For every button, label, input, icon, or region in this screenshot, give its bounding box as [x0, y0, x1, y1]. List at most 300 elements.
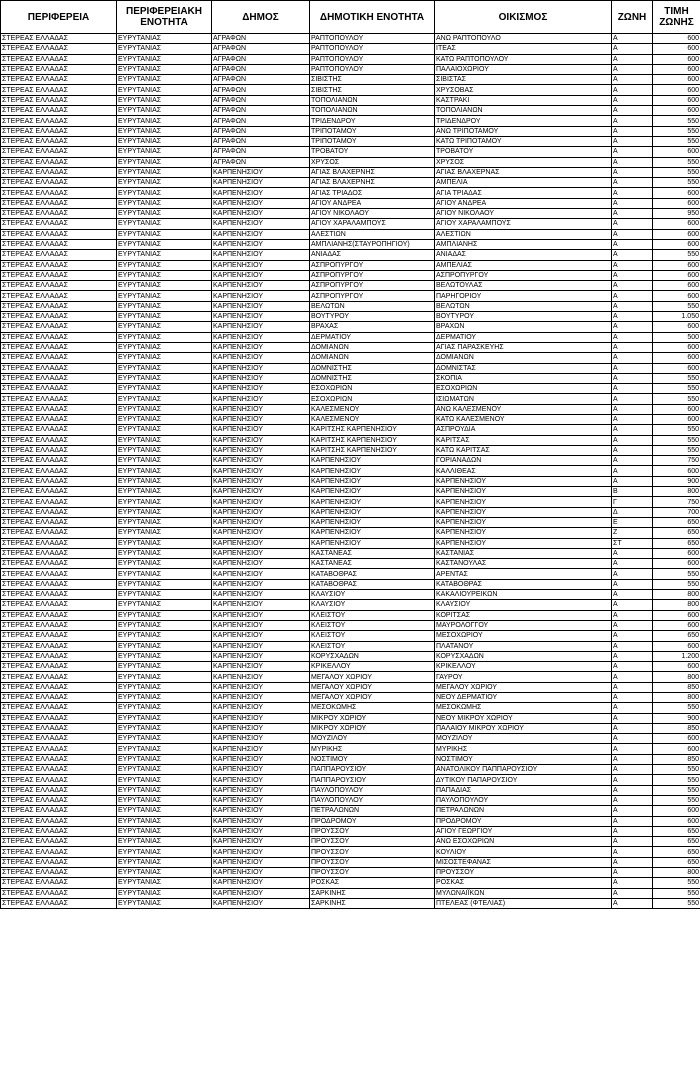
cell-municipality: ΚΑΡΠΕΝΗΣΙΟΥ — [212, 528, 310, 538]
cell-municipality: ΚΑΡΠΕΝΗΣΙΟΥ — [212, 579, 310, 589]
cell-zone-price: 800 — [653, 672, 700, 682]
cell-settlement: ΑΜΠΕΛΙΑ — [435, 178, 612, 188]
cell-regional-unit: ΕΥΡΥΤΑΝΙΑΣ — [117, 353, 212, 363]
table-row — [1, 538, 700, 548]
cell-regional-unit: ΕΥΡΥΤΑΝΙΑΣ — [117, 229, 212, 239]
cell-municipal-unit: ΚΑΡΙΤΣΗΣ ΚΑΡΠΕΝΗΣΙΟΥ — [310, 445, 435, 455]
table-row — [1, 672, 700, 682]
header-row — [1, 1, 700, 34]
cell-zone-price: 600 — [653, 198, 700, 208]
cell-settlement: ΚΑΡΠΕΝΗΣΙΟΥ — [435, 528, 612, 538]
cell-settlement: ΙΤΕΑΣ — [435, 44, 612, 54]
cell-municipality: ΚΑΡΠΕΝΗΣΙΟΥ — [212, 610, 310, 620]
cell-regional-unit: ΕΥΡΥΤΑΝΙΑΣ — [117, 435, 212, 445]
cell-municipal-unit: ΚΑΡΠΕΝΗΣΙΟΥ — [310, 517, 435, 527]
cell-settlement: ΑΓΙΟΥ ΧΑΡΑΛΑΜΠΟΥΣ — [435, 219, 612, 229]
cell-municipality: ΑΓΡΑΦΩΝ — [212, 75, 310, 85]
cell-regional-unit: ΕΥΡΥΤΑΝΙΑΣ — [117, 590, 212, 600]
cell-zone: Α — [612, 394, 653, 404]
cell-zone: Α — [612, 384, 653, 394]
cell-regional-unit: ΕΥΡΥΤΑΝΙΑΣ — [117, 723, 212, 733]
cell-zone-price: 500 — [653, 332, 700, 342]
cell-region: ΣΤΕΡΕΑΣ ΕΛΛΑΔΑΣ — [1, 404, 117, 414]
cell-settlement: ΚΑΚΑΛΙΟΥΡΕΙΚΩΝ — [435, 590, 612, 600]
cell-municipal-unit: ΝΟΣΤΙΜΟΥ — [310, 754, 435, 764]
table-row — [1, 167, 700, 177]
cell-zone: Α — [612, 713, 653, 723]
cell-settlement: ΒΕΛΩΤΟΥΛΑΣ — [435, 281, 612, 291]
cell-zone-price: 600 — [653, 620, 700, 630]
cell-zone-price: 600 — [653, 85, 700, 95]
cell-regional-unit: ΕΥΡΥΤΑΝΙΑΣ — [117, 44, 212, 54]
cell-municipality: ΚΑΡΠΕΝΗΣΙΟΥ — [212, 713, 310, 723]
cell-municipal-unit: ΤΡΟΒΑΤΟΥ — [310, 147, 435, 157]
cell-region: ΣΤΕΡΕΑΣ ΕΛΛΑΔΑΣ — [1, 188, 117, 198]
cell-settlement: ΔΥΤΙΚΟΥ ΠΑΠΑΡΟΥΣΙΟΥ — [435, 775, 612, 785]
cell-region: ΣΤΕΡΕΑΣ ΕΛΛΑΔΑΣ — [1, 291, 117, 301]
cell-region: ΣΤΕΡΕΑΣ ΕΛΛΑΔΑΣ — [1, 517, 117, 527]
cell-zone-price: 750 — [653, 497, 700, 507]
cell-municipal-unit: ΣΑΡΚΙΝΗΣ — [310, 898, 435, 908]
cell-settlement: ΣΚΟΠΙΑ — [435, 373, 612, 383]
cell-settlement: ΑΓΙΑ ΤΡΙΑΔΑΣ — [435, 188, 612, 198]
cell-zone-price: 550 — [653, 888, 700, 898]
cell-region: ΣΤΕΡΕΑΣ ΕΛΛΑΔΑΣ — [1, 147, 117, 157]
cell-zone: Α — [612, 631, 653, 641]
cell-regional-unit: ΕΥΡΥΤΑΝΙΑΣ — [117, 198, 212, 208]
cell-region: ΣΤΕΡΕΑΣ ΕΛΛΑΔΑΣ — [1, 744, 117, 754]
cell-municipal-unit: ΑΓΙΑΣ ΤΡΙΑΔΟΣ — [310, 188, 435, 198]
table-row — [1, 136, 700, 146]
cell-region: ΣΤΕΡΕΑΣ ΕΛΛΑΔΑΣ — [1, 734, 117, 744]
cell-zone: Α — [612, 466, 653, 476]
cell-municipal-unit: ΚΑΛΕΣΜΕΝΟΥ — [310, 414, 435, 424]
table-row — [1, 312, 700, 322]
cell-zone-price: 550 — [653, 795, 700, 805]
cell-settlement: ΚΛΑΥΣΙΟΥ — [435, 600, 612, 610]
cell-settlement: ΤΟΠΟΛΙΑΝΩΝ — [435, 106, 612, 116]
cell-settlement: ΚΑΤΩ ΚΑΡΙΤΣΑΣ — [435, 445, 612, 455]
cell-regional-unit: ΕΥΡΥΤΑΝΙΑΣ — [117, 384, 212, 394]
cell-settlement: ΚΟΥΛΙΟΥ — [435, 847, 612, 857]
cell-zone-price: 550 — [653, 394, 700, 404]
cell-zone-price: 850 — [653, 754, 700, 764]
cell-municipal-unit: ΡΟΣΚΑΣ — [310, 878, 435, 888]
cell-zone: Α — [612, 229, 653, 239]
cell-municipality: ΚΑΡΠΕΝΗΣΙΟΥ — [212, 847, 310, 857]
table-row — [1, 353, 700, 363]
cell-settlement: ΚΑΤΑΒΟΘΡΑΣ — [435, 579, 612, 589]
cell-regional-unit: ΕΥΡΥΤΑΝΙΑΣ — [117, 291, 212, 301]
table-row — [1, 528, 700, 538]
cell-zone-price: 550 — [653, 878, 700, 888]
table-row — [1, 404, 700, 414]
cell-zone: Α — [612, 44, 653, 54]
cell-zone: Α — [612, 806, 653, 816]
cell-municipality: ΚΑΡΠΕΝΗΣΙΟΥ — [212, 435, 310, 445]
cell-region: ΣΤΕΡΕΑΣ ΕΛΛΑΔΑΣ — [1, 713, 117, 723]
cell-zone: Α — [612, 136, 653, 146]
table-row — [1, 610, 700, 620]
table-row — [1, 569, 700, 579]
cell-settlement: ΧΡΥΣΟΒΑΣ — [435, 85, 612, 95]
table-row — [1, 126, 700, 136]
cell-settlement: ΡΟΣΚΑΣ — [435, 878, 612, 888]
cell-settlement: ΑΝΙΑΔΑΣ — [435, 250, 612, 260]
cell-region: ΣΤΕΡΕΑΣ ΕΛΛΑΔΑΣ — [1, 528, 117, 538]
cell-settlement: ΚΑΤΩ ΚΑΛΕΣΜΕΝΟΥ — [435, 414, 612, 424]
cell-region: ΣΤΕΡΕΑΣ ΕΛΛΑΔΑΣ — [1, 219, 117, 229]
cell-region: ΣΤΕΡΕΑΣ ΕΛΛΑΔΑΣ — [1, 373, 117, 383]
cell-regional-unit: ΕΥΡΥΤΑΝΙΑΣ — [117, 34, 212, 44]
cell-settlement: ΠΑΠΑΔΙΑΣ — [435, 785, 612, 795]
cell-municipal-unit: ΠΡΟΥΣΣΟΥ — [310, 868, 435, 878]
cell-regional-unit: ΕΥΡΥΤΑΝΙΑΣ — [117, 610, 212, 620]
cell-municipality: ΚΑΡΠΕΝΗΣΙΟΥ — [212, 723, 310, 733]
cell-regional-unit: ΕΥΡΥΤΑΝΙΑΣ — [117, 342, 212, 352]
cell-municipality: ΚΑΡΠΕΝΗΣΙΟΥ — [212, 188, 310, 198]
cell-municipal-unit: ΡΑΠΤΟΠΟΥΛΟΥ — [310, 44, 435, 54]
cell-zone: Α — [612, 868, 653, 878]
cell-regional-unit: ΕΥΡΥΤΑΝΙΑΣ — [117, 332, 212, 342]
cell-settlement: ΑΓΙΟΥ ΝΙΚΟΛΑΟΥ — [435, 209, 612, 219]
cell-municipality: ΚΑΡΠΕΝΗΣΙΟΥ — [212, 270, 310, 280]
cell-settlement: ΑΣΠΡΟΠΥΡΓΟΥ — [435, 270, 612, 280]
cell-municipality: ΚΑΡΠΕΝΗΣΙΟΥ — [212, 868, 310, 878]
cell-municipal-unit: ΚΑΡΠΕΝΗΣΙΟΥ — [310, 466, 435, 476]
table-row — [1, 785, 700, 795]
cell-municipal-unit: ΣΙΒΙΣΤΗΣ — [310, 75, 435, 85]
cell-region: ΣΤΕΡΕΑΣ ΕΛΛΑΔΑΣ — [1, 507, 117, 517]
cell-regional-unit: ΕΥΡΥΤΑΝΙΑΣ — [117, 517, 212, 527]
cell-region: ΣΤΕΡΕΑΣ ΕΛΛΑΔΑΣ — [1, 281, 117, 291]
cell-municipal-unit: ΜΥΡΙΚΗΣ — [310, 744, 435, 754]
header-municipal-unit: ΔΗΜΟΤΙΚΗ ΕΝΟΤΗΤΑ — [310, 1, 435, 34]
cell-regional-unit: ΕΥΡΥΤΑΝΙΑΣ — [117, 250, 212, 260]
cell-region: ΣΤΕΡΕΑΣ ΕΛΛΑΔΑΣ — [1, 703, 117, 713]
table-row — [1, 837, 700, 847]
table-row — [1, 898, 700, 908]
cell-region: ΣΤΕΡΕΑΣ ΕΛΛΑΔΑΣ — [1, 641, 117, 651]
cell-municipality: ΚΑΡΠΕΝΗΣΙΟΥ — [212, 857, 310, 867]
cell-regional-unit: ΕΥΡΥΤΑΝΙΑΣ — [117, 559, 212, 569]
cell-zone: Α — [612, 445, 653, 455]
cell-zone: Α — [612, 322, 653, 332]
cell-region: ΣΤΕΡΕΑΣ ΕΛΛΑΔΑΣ — [1, 466, 117, 476]
cell-municipal-unit: ΕΣΟΧΩΡΙΩΝ — [310, 384, 435, 394]
cell-regional-unit: ΕΥΡΥΤΑΝΙΑΣ — [117, 106, 212, 116]
cell-municipal-unit: ΚΟΡΥΣΧΑΔΩΝ — [310, 651, 435, 661]
cell-regional-unit: ΕΥΡΥΤΑΝΙΑΣ — [117, 569, 212, 579]
cell-settlement: ΚΑΛΛΙΘΕΑΣ — [435, 466, 612, 476]
cell-region: ΣΤΕΡΕΑΣ ΕΛΛΑΔΑΣ — [1, 260, 117, 270]
cell-zone: Α — [612, 857, 653, 867]
cell-region: ΣΤΕΡΕΑΣ ΕΛΛΑΔΑΣ — [1, 301, 117, 311]
table-row — [1, 291, 700, 301]
table-row — [1, 384, 700, 394]
cell-municipality: ΚΑΡΠΕΝΗΣΙΟΥ — [212, 816, 310, 826]
cell-settlement: ΔΟΜΝΙΣΤΑΣ — [435, 363, 612, 373]
table-row — [1, 281, 700, 291]
cell-region: ΣΤΕΡΕΑΣ ΕΛΛΑΔΑΣ — [1, 785, 117, 795]
cell-municipal-unit: ΠΑΠΠΑΡΟΥΣΙΟΥ — [310, 765, 435, 775]
cell-zone-price: 600 — [653, 64, 700, 74]
cell-region: ΣΤΕΡΕΑΣ ΕΛΛΑΔΑΣ — [1, 559, 117, 569]
cell-zone: ΣΤ — [612, 538, 653, 548]
cell-settlement: ΚΑΣΤΑΝΙΑΣ — [435, 548, 612, 558]
cell-municipality: ΑΓΡΑΦΩΝ — [212, 44, 310, 54]
cell-regional-unit: ΕΥΡΥΤΑΝΙΑΣ — [117, 260, 212, 270]
cell-regional-unit: ΕΥΡΥΤΑΝΙΑΣ — [117, 579, 212, 589]
cell-regional-unit: ΕΥΡΥΤΑΝΙΑΣ — [117, 507, 212, 517]
cell-zone: Α — [612, 723, 653, 733]
cell-region: ΣΤΕΡΕΑΣ ΕΛΛΑΔΑΣ — [1, 116, 117, 126]
table-row — [1, 34, 700, 44]
cell-settlement: ΑΛΕΣΤΙΩΝ — [435, 229, 612, 239]
cell-region: ΣΤΕΡΕΑΣ ΕΛΛΑΔΑΣ — [1, 682, 117, 692]
cell-region: ΣΤΕΡΕΑΣ ΕΛΛΑΔΑΣ — [1, 487, 117, 497]
cell-municipal-unit: ΔΕΡΜΑΤΙΟΥ — [310, 332, 435, 342]
cell-zone: Α — [612, 106, 653, 116]
cell-settlement: ΜΙΣΟΣΤΕΦΑΝΑΣ — [435, 857, 612, 867]
cell-municipal-unit: ΣΙΒΙΣΤΗΣ — [310, 85, 435, 95]
cell-regional-unit: ΕΥΡΥΤΑΝΙΑΣ — [117, 126, 212, 136]
cell-zone: Α — [612, 312, 653, 322]
cell-region: ΣΤΕΡΕΑΣ ΕΛΛΑΔΑΣ — [1, 126, 117, 136]
cell-zone-price: 550 — [653, 157, 700, 167]
cell-zone: Α — [612, 816, 653, 826]
cell-municipality: ΚΑΡΠΕΝΗΣΙΟΥ — [212, 353, 310, 363]
cell-municipal-unit: ΠΑΥΛΟΠΟΥΛΟΥ — [310, 795, 435, 805]
table-row — [1, 229, 700, 239]
cell-settlement: ΓΟΡΙΑΝΑΔΩΝ — [435, 456, 612, 466]
cell-zone: Α — [612, 34, 653, 44]
cell-municipal-unit: ΕΣΟΧΩΡΙΩΝ — [310, 394, 435, 404]
cell-municipal-unit: ΚΑΡΠΕΝΗΣΙΟΥ — [310, 538, 435, 548]
cell-municipal-unit: ΚΑΣΤΑΝΕΑΣ — [310, 559, 435, 569]
cell-municipal-unit: ΚΑΡΙΤΣΗΣ ΚΑΡΠΕΝΗΣΙΟΥ — [310, 425, 435, 435]
table-row — [1, 322, 700, 332]
cell-municipal-unit: ΜΕΣΟΚΩΜΗΣ — [310, 703, 435, 713]
cell-municipality: ΚΑΡΠΕΝΗΣΙΟΥ — [212, 445, 310, 455]
cell-region: ΣΤΕΡΕΑΣ ΕΛΛΑΔΑΣ — [1, 620, 117, 630]
cell-municipal-unit: ΑΣΠΡΟΠΥΡΓΟΥ — [310, 281, 435, 291]
cell-settlement: ΧΡΥΣΟΣ — [435, 157, 612, 167]
table-row — [1, 64, 700, 74]
cell-regional-unit: ΕΥΡΥΤΑΝΙΑΣ — [117, 136, 212, 146]
cell-settlement: ΒΟΥΤΥΡΟΥ — [435, 312, 612, 322]
cell-zone: Α — [612, 219, 653, 229]
cell-region: ΣΤΕΡΕΑΣ ΕΛΛΑΔΑΣ — [1, 178, 117, 188]
cell-municipal-unit: ΚΑΡΠΕΝΗΣΙΟΥ — [310, 507, 435, 517]
cell-municipal-unit: ΑΓΙΟΥ ΧΑΡΑΛΑΜΠΟΥΣ — [310, 219, 435, 229]
table-row — [1, 497, 700, 507]
cell-municipality: ΚΑΡΠΕΝΗΣΙΟΥ — [212, 322, 310, 332]
cell-region: ΣΤΕΡΕΑΣ ΕΛΛΑΔΑΣ — [1, 44, 117, 54]
cell-municipal-unit: ΜΕΓΑΛΟΥ ΧΩΡΙΟΥ — [310, 682, 435, 692]
cell-region: ΣΤΕΡΕΑΣ ΕΛΛΑΔΑΣ — [1, 136, 117, 146]
cell-regional-unit: ΕΥΡΥΤΑΝΙΑΣ — [117, 497, 212, 507]
table-row — [1, 425, 700, 435]
table-row — [1, 693, 700, 703]
cell-municipality: ΚΑΡΠΕΝΗΣΙΟΥ — [212, 281, 310, 291]
cell-region: ΣΤΕΡΕΑΣ ΕΛΛΑΔΑΣ — [1, 579, 117, 589]
cell-municipality: ΚΑΡΠΕΝΗΣΙΟΥ — [212, 332, 310, 342]
table-row — [1, 435, 700, 445]
cell-zone-price: 600 — [653, 54, 700, 64]
cell-settlement: ΠΑΛΑΙΟΥ ΜΙΚΡΟΥ ΧΩΡΙΟΥ — [435, 723, 612, 733]
cell-municipal-unit: ΤΟΠΟΛΙΑΝΩΝ — [310, 106, 435, 116]
cell-municipal-unit: ΚΑΡΠΕΝΗΣΙΟΥ — [310, 528, 435, 538]
cell-zone: Α — [612, 744, 653, 754]
cell-municipal-unit: ΠΡΟΥΣΣΟΥ — [310, 826, 435, 836]
cell-region: ΣΤΕΡΕΑΣ ΕΛΛΑΔΑΣ — [1, 445, 117, 455]
cell-municipality: ΚΑΡΠΕΝΗΣΙΟΥ — [212, 384, 310, 394]
cell-municipal-unit: ΜΙΚΡΟΥ ΧΩΡΙΟΥ — [310, 713, 435, 723]
cell-zone-price: 650 — [653, 837, 700, 847]
cell-zone: Α — [612, 734, 653, 744]
cell-municipality: ΚΑΡΠΕΝΗΣΙΟΥ — [212, 806, 310, 816]
cell-zone: Α — [612, 250, 653, 260]
cell-region: ΣΤΕΡΕΑΣ ΕΛΛΑΔΑΣ — [1, 816, 117, 826]
cell-municipal-unit: ΚΛΑΥΣΙΟΥ — [310, 600, 435, 610]
cell-region: ΣΤΕΡΕΑΣ ΕΛΛΑΔΑΣ — [1, 312, 117, 322]
cell-municipal-unit: ΑΓΙΟΥ ΝΙΚΟΛΑΟΥ — [310, 209, 435, 219]
cell-region: ΣΤΕΡΕΑΣ ΕΛΛΑΔΑΣ — [1, 775, 117, 785]
table-row — [1, 414, 700, 424]
cell-municipal-unit: ΚΑΤΑΒΟΘΡΑΣ — [310, 579, 435, 589]
table-row — [1, 75, 700, 85]
cell-zone-price: 850 — [653, 682, 700, 692]
cell-region: ΣΤΕΡΕΑΣ ΕΛΛΑΔΑΣ — [1, 765, 117, 775]
cell-regional-unit: ΕΥΡΥΤΑΝΙΑΣ — [117, 209, 212, 219]
cell-municipality: ΚΑΡΠΕΝΗΣΙΟΥ — [212, 456, 310, 466]
table-row — [1, 487, 700, 497]
table-row — [1, 363, 700, 373]
cell-municipality: ΚΑΡΠΕΝΗΣΙΟΥ — [212, 775, 310, 785]
cell-zone-price: 550 — [653, 250, 700, 260]
cell-municipal-unit: ΜΕΓΑΛΟΥ ΧΩΡΙΟΥ — [310, 693, 435, 703]
cell-zone: Α — [612, 878, 653, 888]
cell-municipal-unit: ΠΡΟΥΣΣΟΥ — [310, 847, 435, 857]
cell-zone-price: 600 — [653, 260, 700, 270]
cell-zone: Α — [612, 754, 653, 764]
cell-region: ΣΤΕΡΕΑΣ ΕΛΛΑΔΑΣ — [1, 538, 117, 548]
cell-municipal-unit: ΠΑΥΛΟΠΟΥΛΟΥ — [310, 785, 435, 795]
cell-municipality: ΚΑΡΠΕΝΗΣΙΟΥ — [212, 219, 310, 229]
cell-region: ΣΤΕΡΕΑΣ ΕΛΛΑΔΑΣ — [1, 75, 117, 85]
cell-regional-unit: ΕΥΡΥΤΑΝΙΑΣ — [117, 785, 212, 795]
cell-municipal-unit: ΚΑΣΤΑΝΕΑΣ — [310, 548, 435, 558]
cell-zone-price: 600 — [653, 106, 700, 116]
table-row — [1, 857, 700, 867]
cell-regional-unit: ΕΥΡΥΤΑΝΙΑΣ — [117, 651, 212, 661]
table-row — [1, 147, 700, 157]
cell-region: ΣΤΕΡΕΑΣ ΕΛΛΑΔΑΣ — [1, 414, 117, 424]
cell-municipality: ΚΑΡΠΕΝΗΣΙΟΥ — [212, 703, 310, 713]
cell-municipality: ΑΓΡΑΦΩΝ — [212, 54, 310, 64]
cell-zone-price: 600 — [653, 806, 700, 816]
cell-zone: Ε — [612, 517, 653, 527]
cell-settlement: ΑΓΙΟΥ ΓΕΩΡΓΙΟΥ — [435, 826, 612, 836]
cell-regional-unit: ΕΥΡΥΤΑΝΙΑΣ — [117, 528, 212, 538]
cell-zone: Α — [612, 837, 653, 847]
cell-zone: Γ — [612, 497, 653, 507]
cell-region: ΣΤΕΡΕΑΣ ΕΛΛΑΔΑΣ — [1, 569, 117, 579]
table-row — [1, 507, 700, 517]
cell-zone-price: 550 — [653, 116, 700, 126]
table-row — [1, 157, 700, 167]
cell-zone-price: 550 — [653, 435, 700, 445]
cell-zone: Α — [612, 569, 653, 579]
cell-region: ΣΤΕΡΕΑΣ ΕΛΛΑΔΑΣ — [1, 847, 117, 857]
cell-municipal-unit: ΑΓΙΑΣ ΒΛΑΧΕΡΝΗΣ — [310, 178, 435, 188]
table-row — [1, 868, 700, 878]
cell-zone-price: 650 — [653, 517, 700, 527]
cell-municipal-unit: ΡΑΠΤΟΠΟΥΛΟΥ — [310, 34, 435, 44]
cell-municipal-unit: ΚΑΛΕΣΜΕΝΟΥ — [310, 404, 435, 414]
cell-settlement: ΠΕΤΡΑΛΩΝΩΝ — [435, 806, 612, 816]
cell-region: ΣΤΕΡΕΑΣ ΕΛΛΑΔΑΣ — [1, 456, 117, 466]
cell-zone: Α — [612, 579, 653, 589]
cell-regional-unit: ΕΥΡΥΤΑΝΙΑΣ — [117, 620, 212, 630]
table-row — [1, 373, 700, 383]
cell-municipality: ΑΓΡΑΦΩΝ — [212, 157, 310, 167]
cell-municipality: ΚΑΡΠΕΝΗΣΙΟΥ — [212, 631, 310, 641]
cell-municipal-unit: ΠΑΠΠΑΡΟΥΣΙΟΥ — [310, 775, 435, 785]
cell-municipality: ΚΑΡΠΕΝΗΣΙΟΥ — [212, 538, 310, 548]
cell-zone-price: 600 — [653, 291, 700, 301]
cell-zone: Α — [612, 332, 653, 342]
cell-region: ΣΤΕΡΕΑΣ ΕΛΛΑΔΑΣ — [1, 239, 117, 249]
cell-zone: Α — [612, 54, 653, 64]
cell-settlement: ΜΕΓΑΛΟΥ ΧΩΡΙΟΥ — [435, 682, 612, 692]
cell-zone-price: 650 — [653, 528, 700, 538]
cell-municipal-unit: ΑΝΙΑΔΑΣ — [310, 250, 435, 260]
cell-settlement: ΑΝΩ ΡΑΠΤΟΠΟΥΛΟ — [435, 34, 612, 44]
cell-zone-price: 600 — [653, 229, 700, 239]
cell-region: ΣΤΕΡΕΑΣ ΕΛΛΑΔΑΣ — [1, 229, 117, 239]
cell-region: ΣΤΕΡΕΑΣ ΕΛΛΑΔΑΣ — [1, 795, 117, 805]
cell-municipal-unit: ΤΡΙΔΕΝΔΡΟΥ — [310, 116, 435, 126]
cell-settlement: ΑΝΑΤΟΛΙΚΟΥ ΠΑΠΠΑΡΟΥΣΙΟΥ — [435, 765, 612, 775]
cell-regional-unit: ΕΥΡΥΤΑΝΙΑΣ — [117, 404, 212, 414]
cell-region: ΣΤΕΡΕΑΣ ΕΛΛΑΔΑΣ — [1, 54, 117, 64]
cell-zone-price: 900 — [653, 713, 700, 723]
table-row — [1, 734, 700, 744]
cell-zone: Α — [612, 178, 653, 188]
table-row — [1, 116, 700, 126]
cell-zone: Α — [612, 270, 653, 280]
cell-zone-price: 600 — [653, 147, 700, 157]
cell-municipality: ΚΑΡΠΕΝΗΣΙΟΥ — [212, 765, 310, 775]
table-row — [1, 270, 700, 280]
cell-zone-price: 600 — [653, 404, 700, 414]
cell-zone: Α — [612, 404, 653, 414]
cell-zone-price: 550 — [653, 425, 700, 435]
cell-regional-unit: ΕΥΡΥΤΑΝΙΑΣ — [117, 816, 212, 826]
cell-settlement: ΕΣΟΧΩΡΙΩΝ — [435, 384, 612, 394]
cell-region: ΣΤΕΡΕΑΣ ΕΛΛΑΔΑΣ — [1, 167, 117, 177]
cell-region: ΣΤΕΡΕΑΣ ΕΛΛΑΔΑΣ — [1, 476, 117, 486]
cell-municipal-unit: ΡΑΠΤΟΠΟΥΛΟΥ — [310, 54, 435, 64]
cell-municipality: ΑΓΡΑΦΩΝ — [212, 106, 310, 116]
cell-municipal-unit: ΚΑΤΑΒΟΘΡΑΣ — [310, 569, 435, 579]
cell-municipality: ΚΑΡΠΕΝΗΣΙΟΥ — [212, 250, 310, 260]
cell-zone-price: 800 — [653, 600, 700, 610]
table-row — [1, 703, 700, 713]
table-row — [1, 559, 700, 569]
